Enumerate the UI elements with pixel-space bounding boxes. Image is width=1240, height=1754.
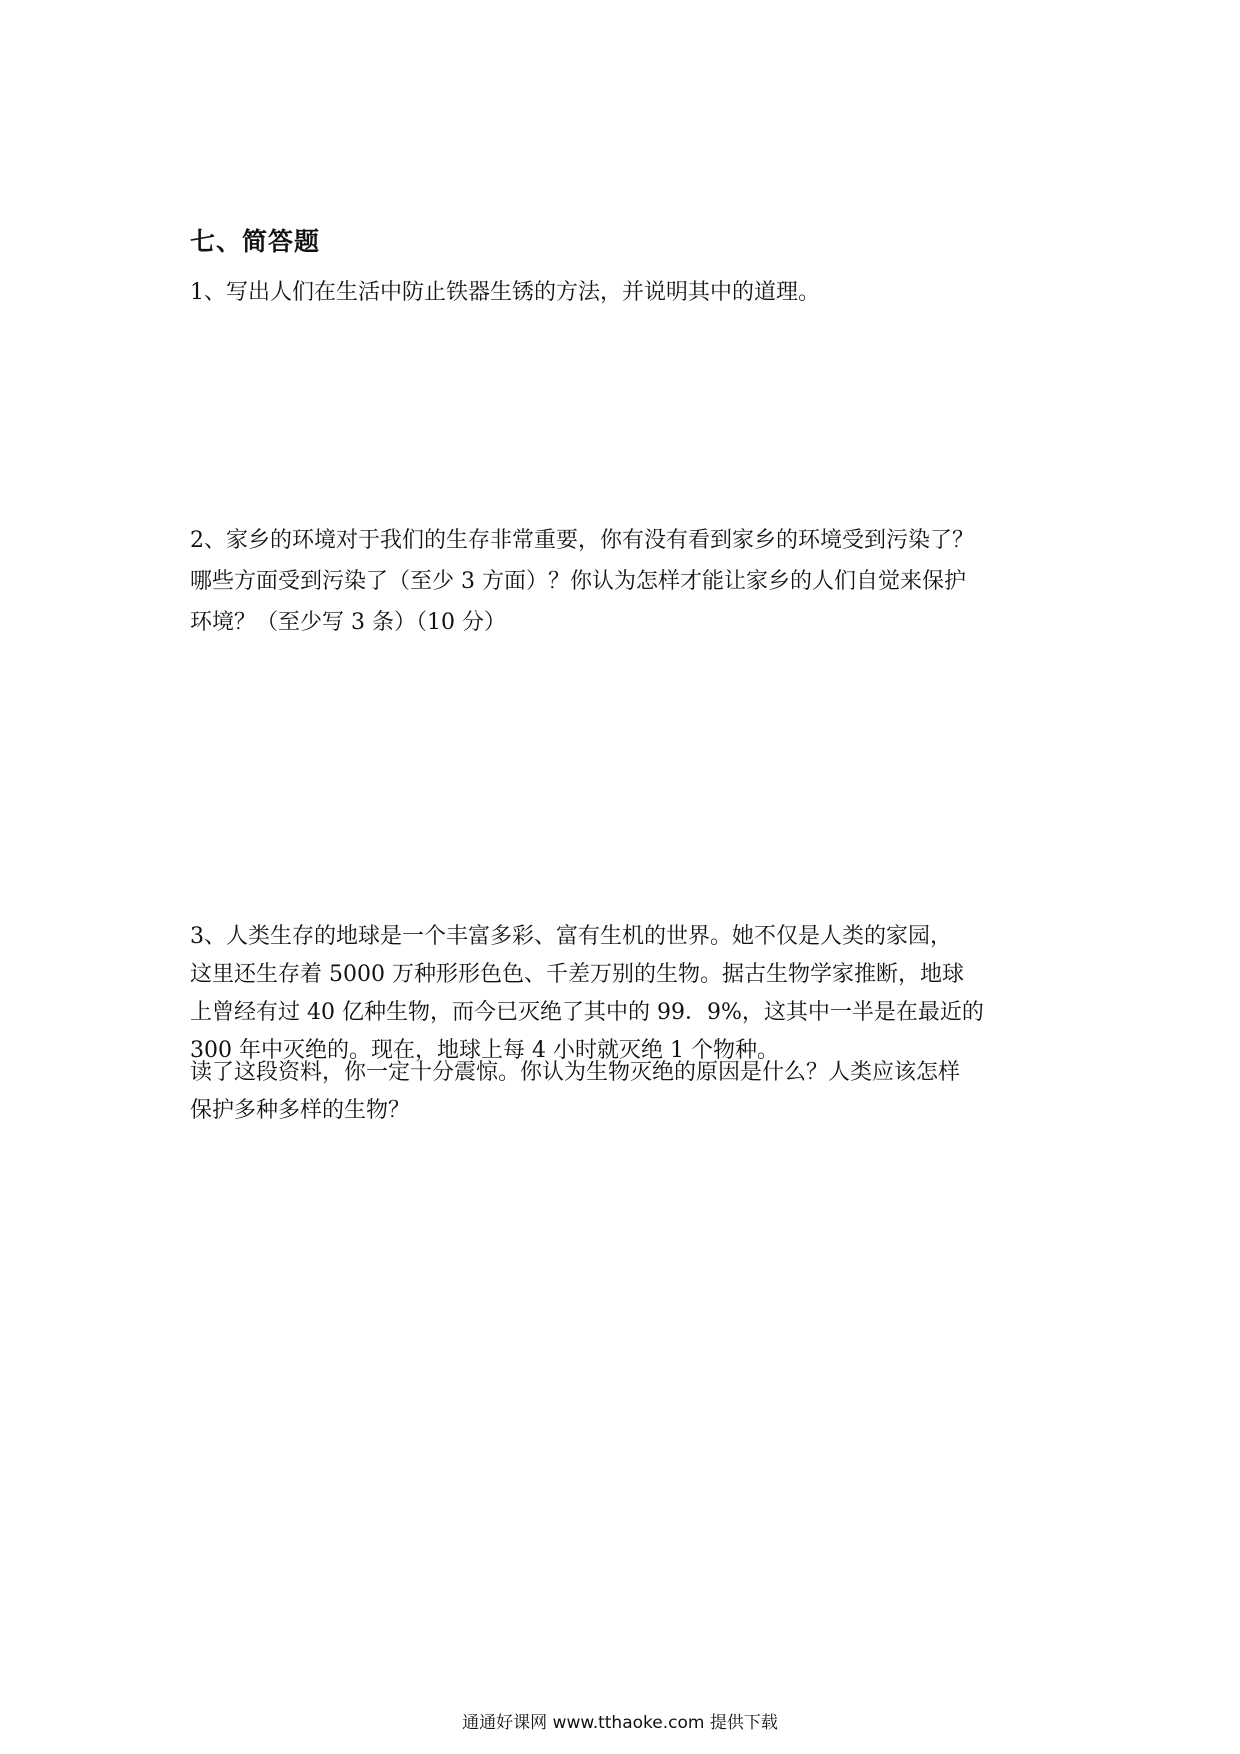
section-title: 七、简答题 (190, 227, 321, 256)
question-3-line-1: 3、人类生存的地球是一个丰富多彩、富有生机的世界。她不仅是人类的家园， (190, 924, 952, 949)
question-3-follow-up-line-1: 读了这段资料，你一定十分震惊。你认为生物灭绝的原因是什么？人类应该怎样 (190, 1060, 961, 1085)
question-3-line-3: 上曾经有过 40 亿种生物，而今已灭绝了其中的 99．9%，这其中一半是在最近的 (190, 1000, 984, 1025)
question-3-line-4: 300 年中灭绝的。现在，地球上每 4 小时就灭绝 1 个物种。 (190, 1038, 779, 1063)
question-2-line-2: 哪些方面受到污染了（至少 3 方面）？你认为怎样才能让家乡的人们自觉来保护 (190, 569, 966, 594)
question-3-follow-up (190, 1054, 1070, 1130)
question-3-line-2: 这里还生存着 5000 万种形形色色、千差万别的生物。据古生物学家推断，地球 (190, 962, 964, 987)
question-2-line-1: 2、家乡的环境对于我们的生存非常重要，你有没有看到家乡的环境受到污染了？ (190, 528, 974, 553)
question-3-follow-up-line-2: 保护多种多样的生物？ (190, 1098, 411, 1123)
question-2 (190, 520, 1070, 643)
question-1 (190, 273, 1070, 312)
question-1-line-1: 1、写出人们在生活中防止铁器生锈的方法，并说明其中的道理。 (190, 280, 820, 305)
question-2-line-3: 环境？（至少写 3 条）（10 分） (190, 610, 506, 635)
page-footer: 通通好课网 www.tthaoke.com 提供下载 (462, 1713, 778, 1733)
question-3 (190, 918, 1070, 1070)
